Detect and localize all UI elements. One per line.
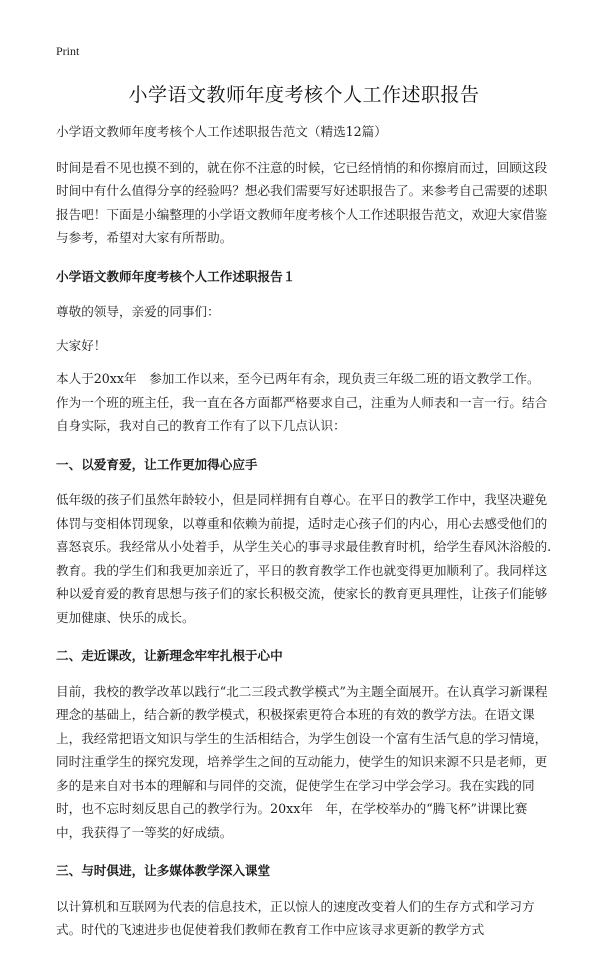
print-label[interactable]: Print xyxy=(56,44,80,58)
salutation: 尊敬的领导，亲爱的同事们： xyxy=(56,304,220,319)
section-heading-3: 三、与时俱进，让多媒体教学深入课堂 xyxy=(56,863,271,878)
intro-paragraph: 时间是看不见也摸不到的，就在你不注意的时候，它已经悄悄的和你擦肩而过，回顾这段时间中有什么值得分享的经验吗？想必我们需要写好述职报告了。来参考自己需要的述职报告吧！下面是小编整理的小学语文教师年度考核个人工作述职报告范文，欢迎大家借鉴与参考，希望对大家有所帮助。 xyxy=(56,159,548,245)
greeting: 大家好！ xyxy=(56,337,107,353)
document-title: 小学语文教师年度考核个人工作述职报告 xyxy=(128,84,480,106)
self-intro-paragraph: 本人于20xx年 参加工作以来，至今已两年有余，现负责三年级二班的语文教学工作。作为一个班的班主任，我一直在各方面都严格要求自己，注重为人师表和一言一行。结合自身实际，我对自己的教育工作有了以下几点认识： xyxy=(56,371,548,433)
report-heading: 小学语文教师年度考核个人工作述职报告１ xyxy=(56,268,296,284)
document-subtitle: 小学语文教师年度考核个人工作述职报告范文（精选12篇） xyxy=(56,124,387,139)
section-heading-1: 一、以爱育爱，让工作更加得心应手 xyxy=(56,456,258,472)
section-body-2: 目前，我校的教学改革以践行“北二三段式教学模式”为主题全面展开。在认真学习新课程理念的基础上，结合新的教学模式，积极探索更符合本班的有效的教学方法。在语文课上，我经常把语文知识与学生的生活相结合，为学生创设一个富有生活气息的学习情境，同时注重学生的探究发现，培养学生之间的互动能力，使学生的知识来源不只是老师，更多的是来自对书本的理解和与同伴的交流，促使学生在学习中学会学习。我在实践的同时，也不忘时刻反思自己的教学行为。20xx年 年，在学校举办的“腾飞杯”讲课比赛中，我获得了一等奖的好成绩。 xyxy=(56,683,548,840)
section-body-1: 低年级的孩子们虽然年龄较小，但是同样拥有自尊心。在平日的教学工作中，我坚决避免体罚与变相体罚现象，以尊重和依赖为前提，适时走心孩子们的内心，用心去感受他们的喜怒哀乐。我经常从小处着手，从学生关心的事寻求最佳教育时机，给学生春风沐浴般的.教育。我的学生们和我更加亲近了，平日的教育教学工作也就变得更加顺利了。我同样这种以爱育爱的教育思想与孩子们的家长积极交流，使家长的教育更具理性，让孩子们能够更加健康、快乐的成长。 xyxy=(56,492,552,625)
section-body-3: 以计算机和互联网为代表的信息技术，正以惊人的速度改变着人们的生存方式和学习方式。时代的飞速进步也促使着我们教师在教育工作中应该寻求更新的教学方式 xyxy=(56,898,535,937)
section-heading-2: 二、走近课改，让新理念牢牢扎根于心中 xyxy=(56,648,283,663)
document-body xyxy=(56,120,552,957)
